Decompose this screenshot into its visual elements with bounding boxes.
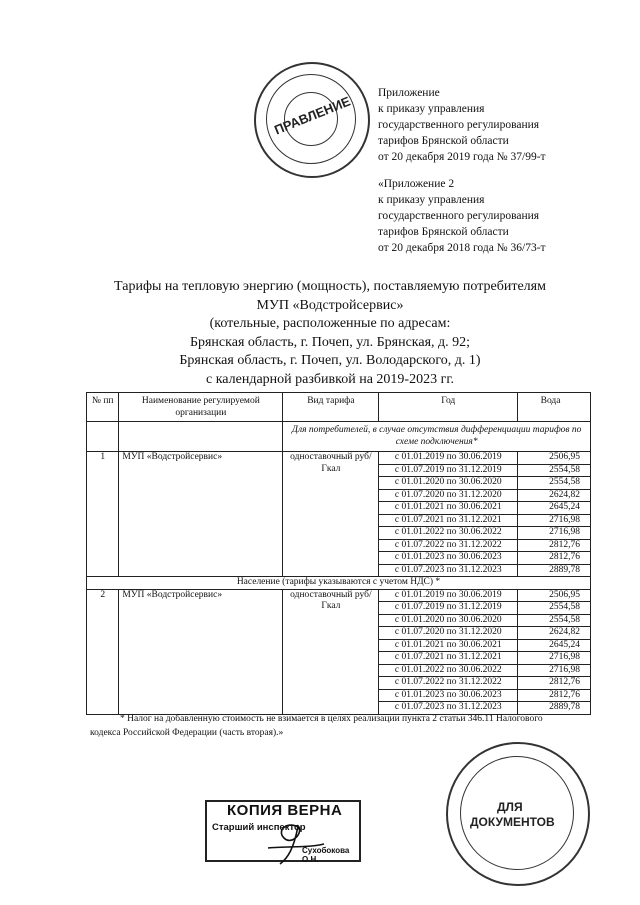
period-cell: с 01.07.2021 по 31.12.2021 bbox=[379, 514, 518, 527]
water-value-cell: 2716,98 bbox=[518, 652, 591, 665]
table-row bbox=[87, 589, 591, 602]
appendix2-line: тарифов Брянской области bbox=[378, 226, 509, 238]
stamp-word: ПРАВЛЕНИЕ bbox=[272, 93, 353, 138]
copy-role: Старший инспектор bbox=[212, 822, 306, 833]
stamp-word2: ДОКУМЕНТОВ bbox=[470, 815, 555, 829]
period-cell: с 01.01.2021 по 30.06.2021 bbox=[379, 639, 518, 652]
title-line: Тарифы на тепловую энергию (мощность), поставляемую потребителям bbox=[114, 279, 546, 294]
appendix2-header bbox=[378, 176, 546, 256]
water-value-cell: 2812,76 bbox=[518, 689, 591, 702]
period-cell: с 01.07.2022 по 31.12.2022 bbox=[379, 677, 518, 690]
water-value-cell: 2506,95 bbox=[518, 589, 591, 602]
footnote bbox=[90, 713, 600, 740]
period-cell: с 01.01.2021 по 30.06.2021 bbox=[379, 502, 518, 515]
period-cell: с 01.07.2019 по 31.12.2019 bbox=[379, 464, 518, 477]
period-cell: с 01.07.2023 по 31.12.2023 bbox=[379, 702, 518, 715]
appendix2-line: от 20 декабря 2018 года № 36/73-т bbox=[378, 242, 546, 254]
appendix-line: тарифов Брянской области bbox=[378, 135, 509, 147]
period-cell: с 01.07.2021 по 31.12.2021 bbox=[379, 652, 518, 665]
table-header-row bbox=[87, 393, 591, 422]
period-cell: с 01.07.2020 по 31.12.2020 bbox=[379, 627, 518, 640]
row-num: 1 bbox=[87, 452, 119, 577]
water-value-cell: 2889,78 bbox=[518, 702, 591, 715]
header-num: № пп bbox=[87, 393, 119, 422]
appendix2-line: «Приложение 2 bbox=[378, 178, 455, 190]
header-org: Наименование регулируемой организации bbox=[119, 393, 283, 422]
water-value-cell: 2716,98 bbox=[518, 664, 591, 677]
tariff-table bbox=[86, 392, 591, 715]
period-cell: с 01.01.2019 по 30.06.2019 bbox=[379, 589, 518, 602]
empty-cell bbox=[87, 422, 119, 452]
period-cell: с 01.07.2023 по 31.12.2023 bbox=[379, 564, 518, 577]
title-line: (котельные, расположенные по адресам: bbox=[209, 316, 451, 331]
period-cell: с 01.01.2020 по 30.06.2020 bbox=[379, 614, 518, 627]
appendix-line: от 20 декабря 2019 года № 37/99-т bbox=[378, 151, 546, 163]
water-value-cell: 2716,98 bbox=[518, 514, 591, 527]
water-value-cell: 2889,78 bbox=[518, 564, 591, 577]
row-org: МУП «Водстройсервис» bbox=[119, 589, 283, 714]
water-value-cell: 2554,58 bbox=[518, 602, 591, 615]
water-value-cell: 2716,98 bbox=[518, 527, 591, 540]
footnote-line: кодекса Российской Федерации (часть вторая).» bbox=[90, 727, 284, 738]
row-org: МУП «Водстройсервис» bbox=[119, 452, 283, 577]
water-value-cell: 2812,76 bbox=[518, 677, 591, 690]
stamp-word1: ДЛЯ bbox=[497, 800, 523, 814]
period-cell: с 01.01.2023 по 30.06.2023 bbox=[379, 689, 518, 702]
period-cell: с 01.01.2022 по 30.06.2022 bbox=[379, 664, 518, 677]
appendix2-line: к приказу управления bbox=[378, 194, 485, 206]
period-cell: с 01.01.2023 по 30.06.2023 bbox=[379, 552, 518, 565]
section-note-row bbox=[87, 422, 591, 452]
appendix2-line: государственного регулирования bbox=[378, 210, 540, 222]
appendix-line: Приложение bbox=[378, 87, 440, 99]
header-water: Вода bbox=[518, 393, 591, 422]
water-value-cell: 2554,58 bbox=[518, 464, 591, 477]
appendix-header bbox=[378, 85, 546, 165]
water-value-cell: 2624,82 bbox=[518, 489, 591, 502]
water-value-cell: 2812,76 bbox=[518, 539, 591, 552]
header-year: Год bbox=[379, 393, 518, 422]
appendix-line: государственного регулирования bbox=[378, 119, 540, 131]
title-line: МУП «Водстройсервис» bbox=[256, 297, 404, 313]
table-row bbox=[87, 452, 591, 465]
copy-name: Сухобокова О.Н. bbox=[302, 846, 350, 864]
header-type: Вид тарифа bbox=[283, 393, 379, 422]
section2-note: Население (тарифы указываются с учетом НДС) * bbox=[87, 577, 591, 590]
period-cell: с 01.01.2019 по 30.06.2019 bbox=[379, 452, 518, 465]
row-tariff-type: одноставочный руб/Гкал bbox=[283, 452, 379, 577]
period-cell: с 01.01.2020 по 30.06.2020 bbox=[379, 477, 518, 490]
water-value-cell: 2624,82 bbox=[518, 627, 591, 640]
section1-note: Для потребителей, в случае отсутствия дифференциации тарифов по схеме подключения* bbox=[283, 422, 591, 452]
section-note-row bbox=[87, 577, 591, 590]
water-value-cell: 2554,58 bbox=[518, 614, 591, 627]
water-value-cell: 2812,76 bbox=[518, 552, 591, 565]
water-value-cell: 2554,58 bbox=[518, 477, 591, 490]
signature-mark bbox=[258, 818, 328, 868]
appendix-line: к приказу управления bbox=[378, 103, 485, 115]
title-line: с календарной разбивкой на 2019-2023 гг. bbox=[206, 371, 454, 387]
water-value-cell: 2645,24 bbox=[518, 639, 591, 652]
footnote-line: * Налог на добавленную стоимость не взимается в целях реализации пункта 2 статьи 346.11 Налогового bbox=[120, 714, 543, 724]
title-line: Брянская область, г. Почеп, ул. Володарского, д. 1) bbox=[179, 353, 481, 368]
period-cell: с 01.07.2022 по 31.12.2022 bbox=[379, 539, 518, 552]
document-title bbox=[60, 278, 600, 389]
empty-cell bbox=[119, 422, 283, 452]
period-cell: с 01.01.2022 по 30.06.2022 bbox=[379, 527, 518, 540]
water-value-cell: 2506,95 bbox=[518, 452, 591, 465]
title-line: Брянская область, г. Почеп, ул. Брянская, д. 92; bbox=[189, 334, 471, 350]
water-value-cell: 2645,24 bbox=[518, 502, 591, 515]
row-num: 2 bbox=[87, 589, 119, 714]
copy-heading: КОПИЯ ВЕРНА bbox=[227, 802, 343, 819]
period-cell: с 01.07.2019 по 31.12.2019 bbox=[379, 602, 518, 615]
row-tariff-type: одноставочный руб/Гкал bbox=[283, 589, 379, 714]
period-cell: с 01.07.2020 по 31.12.2020 bbox=[379, 489, 518, 502]
